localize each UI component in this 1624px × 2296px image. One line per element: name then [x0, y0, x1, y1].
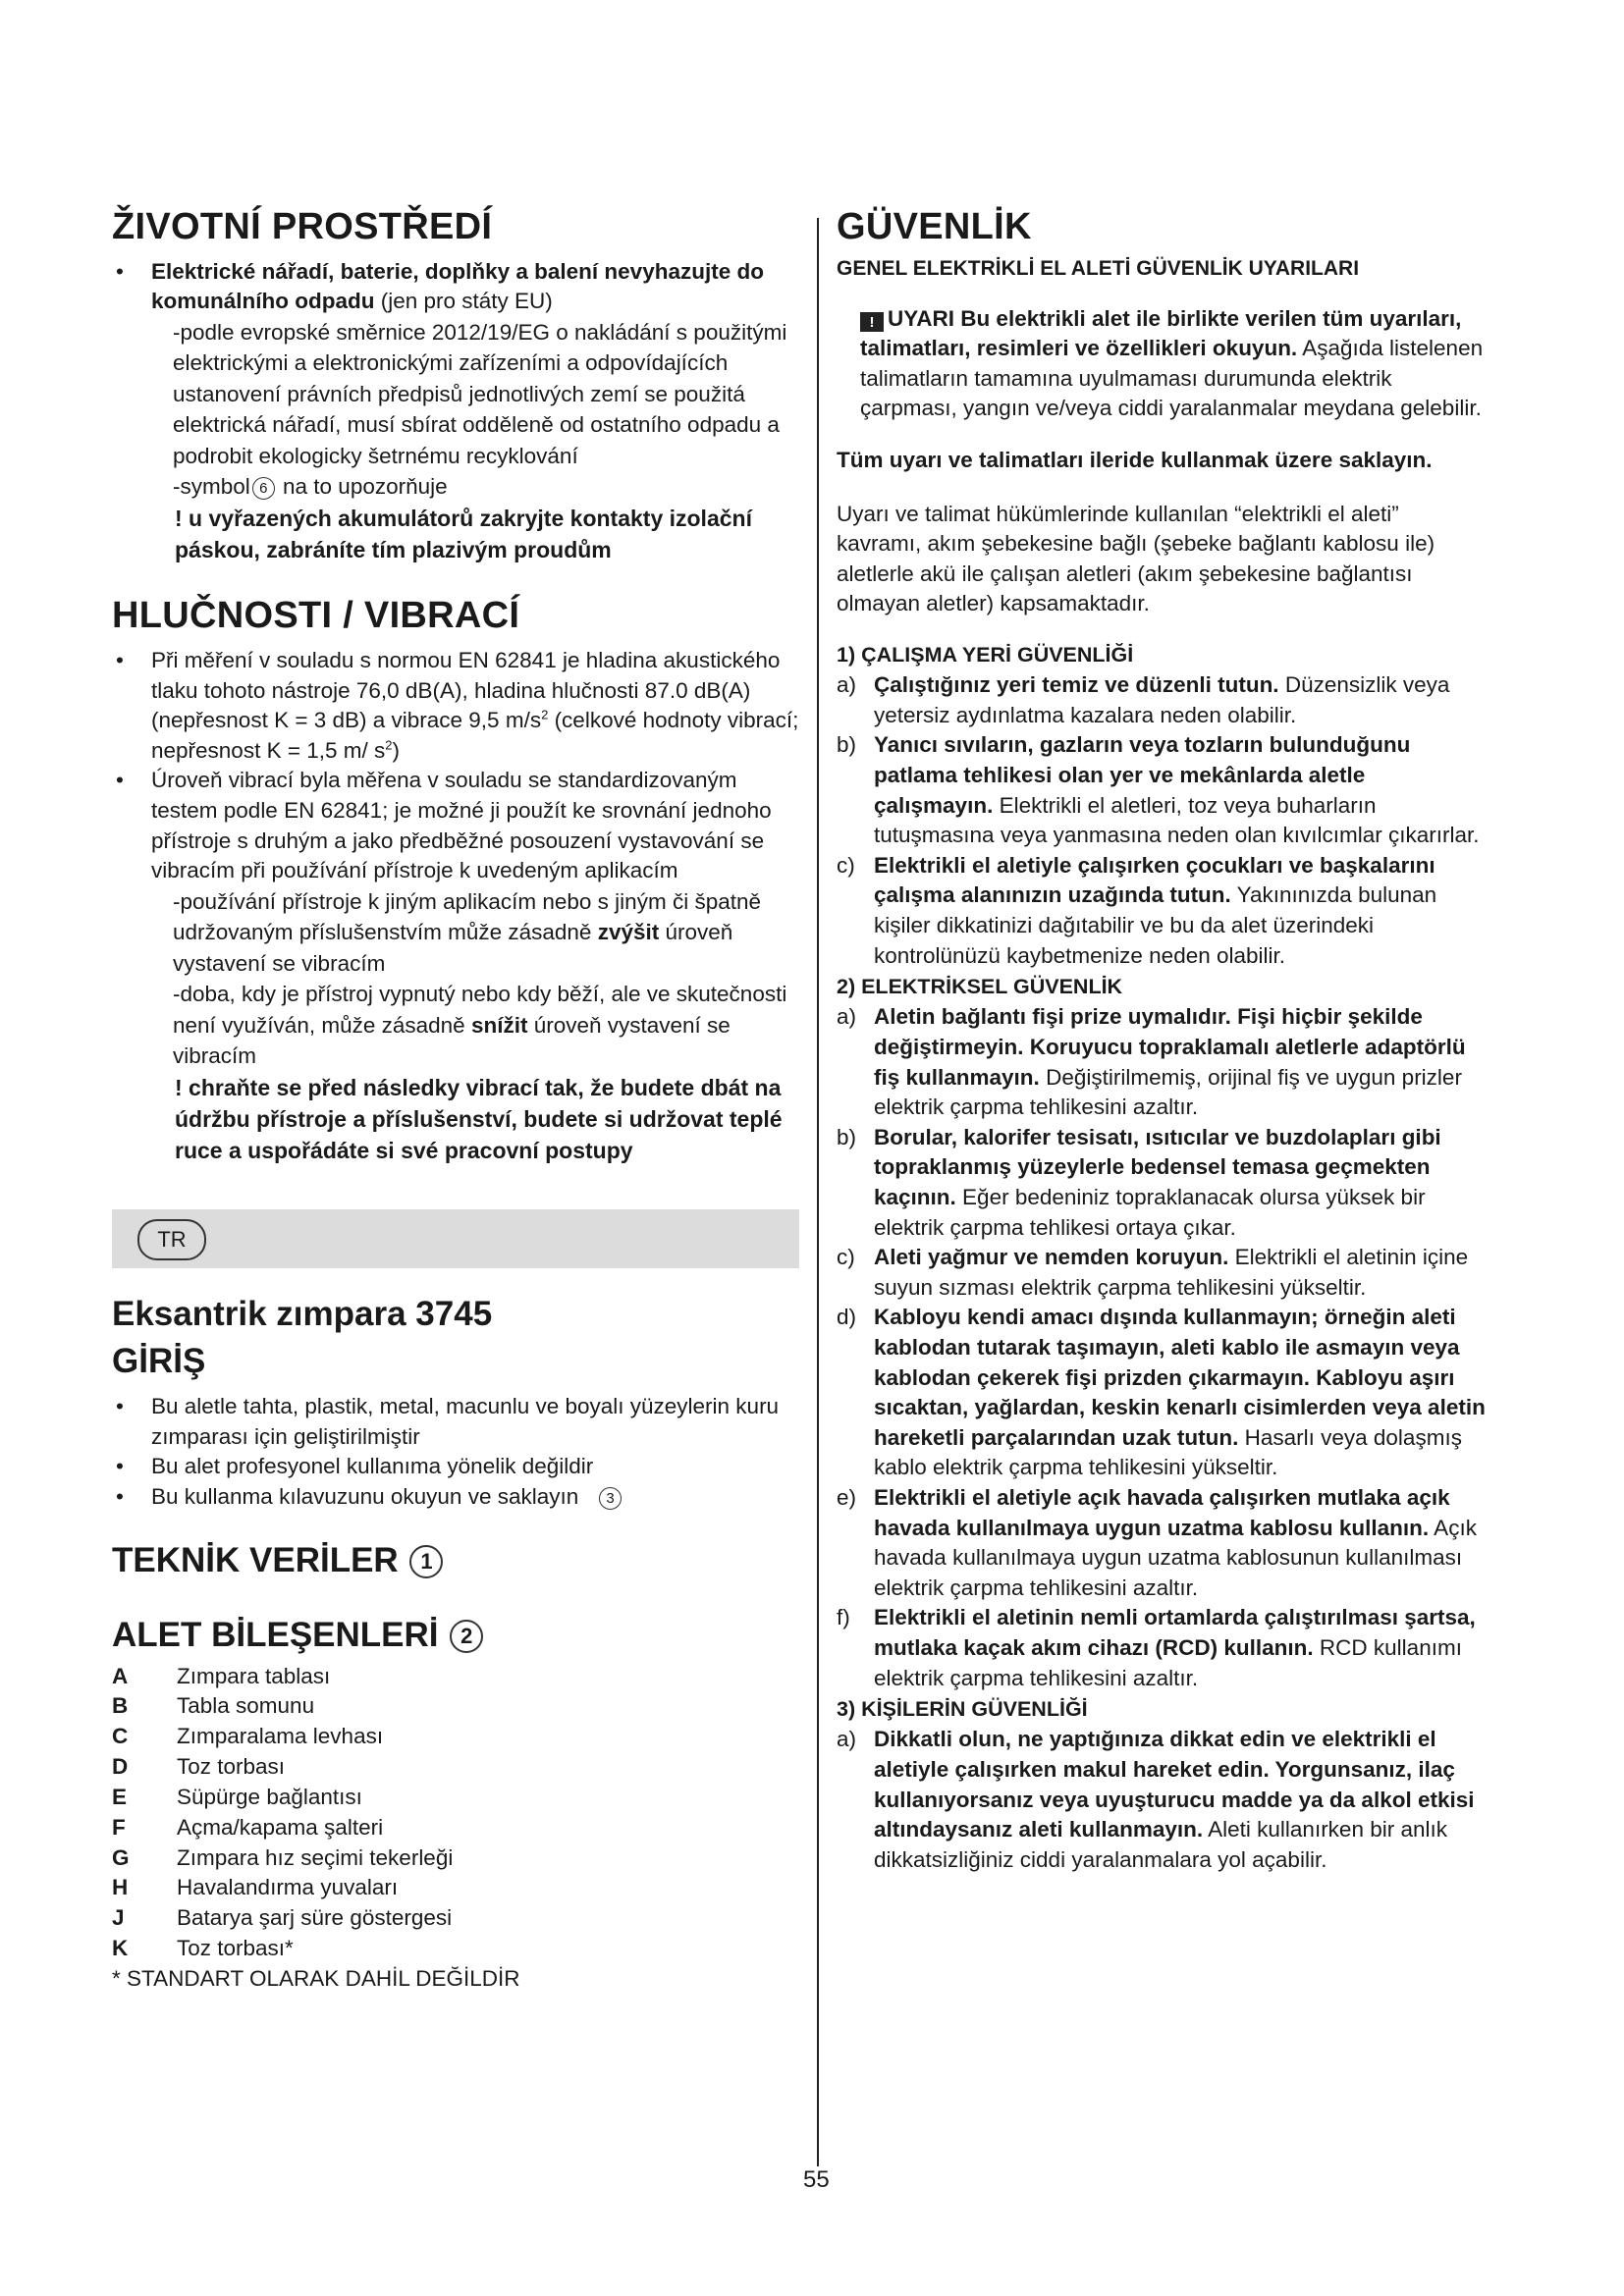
component-row [112, 1662, 799, 1692]
component-row [112, 1903, 799, 1934]
component-label: Toz torbası* [177, 1935, 294, 1960]
zivotni-bullet-rest: (jen pro státy EU) [374, 289, 553, 314]
hluc-sup1: 2 [541, 707, 549, 722]
item-letter: c) [837, 1245, 855, 1270]
item-letter: a) [837, 1727, 857, 1752]
item-rest: Yakınınızda bulunan kişiler dikkatinizi dağıtabilir ve bu da alet üzerindeki kontrolünüzü kaybetmenize neden olabilir. [874, 882, 1437, 968]
components-list [112, 1662, 799, 1964]
section-1-heading: 1) ÇALIŞMA YERİ GÜVENLİĞİ [837, 643, 1134, 667]
component-label: Havalandırma yuvaları [177, 1875, 399, 1900]
hluc-d1-bold: zvýšit [597, 920, 660, 945]
giris-heading: GİRİŞ [112, 1342, 206, 1381]
language-badge: TR [137, 1219, 206, 1260]
giris-ref-3: 3 [599, 1487, 622, 1510]
uyari-rest: Aşağıda listelenen talimatların tamamına uyulmaması durumunda elektrik çarpması, yangın ve/veya ciddi yaralanmalar meydana gelebilir. [860, 336, 1484, 421]
component-row [112, 1752, 799, 1783]
safety-item [837, 1483, 1489, 1603]
giris-list [112, 1392, 799, 1512]
hluc-d2-text: -doba, kdy je přístroj vypnutý nebo kdy běží, ale ve skutečnosti není využíván, může zásadně [173, 982, 787, 1038]
safety-item [837, 730, 1489, 850]
safety-item [837, 1123, 1489, 1243]
item-bold: Elektrikli el aletiyle çalışırken çocukları ve başkalarını çalışma alanınızın uzağında tutun. [874, 852, 1435, 908]
component-key: C [112, 1724, 129, 1749]
item-rest: Düzensizlik veya yetersiz aydınlatma kazalara neden olabilir. [874, 672, 1450, 727]
item-bold: Kabloyu kendi amacı dışında kullanmayın; örneğin aleti kablodan tutarak taşımayın, aleti kablo ile asmayın veya kablodan çekerek fişi prizden çıkarmayın. Kabloyu aşırı sıcaktan, yağlardan, keskin kenarlı cisimlerden veya aletin hareketli parçalarından uzak tutun. [874, 1305, 1486, 1450]
safety-item [837, 851, 1489, 971]
item-bold: Elektrikli el aletiyle açık havada çalışırken mutlaka açık havada kullanılmaya uygun uzatma kablosu kullanın. [874, 1484, 1450, 1540]
item-letter: f) [837, 1605, 850, 1630]
product-title: Eksantrik zımpara 3745 [112, 1295, 493, 1334]
item-rest: RCD kullanımı elektrik çarpma tehlikesini azaltır. [874, 1634, 1462, 1690]
language-band [112, 1209, 799, 1268]
section-1-list [837, 670, 1489, 971]
component-label: Batarya şarj süre göstergesi [177, 1905, 453, 1931]
zivotni-warning: ! u vyřazených akumulátorů zakryjte kontakty izolační páskou, zabráníte tím plazivým proudům [175, 505, 752, 563]
hluc-warning: ! chraňte se před následky vibrací tak, že budete dbát na údržbu přístroje a příslušenství, budete si udržovat teplé ruce a uspořádáte si své pracovní postupy [175, 1074, 783, 1164]
safety-item [837, 1303, 1489, 1483]
zivotni-bullet-bold: Elektrické nářadí, baterie, doplňky a balení nevyhazujte do komunálního odpadu [151, 258, 764, 314]
hluc-d1-text: -používání přístroje k jiným aplikacím nebo s jiným či špatně udržovaným příslušenstvím může zásadně [173, 888, 761, 945]
hluc-d1-text2: úroveň vystavení se vibracím [173, 920, 733, 976]
section-3-list [837, 1725, 1489, 1875]
item-bold: Borular, kalorifer tesisatı, ısıtıcılar ve buzdolapları gibi topraklanmış yüzeylerle bedensel temasa geçmekten kaçının. [874, 1124, 1441, 1210]
item-bold: Çalıştığınız yeri temiz ve düzenli tutun. [874, 672, 1279, 698]
hluc-b1-text: Při měření v souladu s normou EN 62841 je hladina akustického tlaku tohoto nástroje 76,0 dB(A), hladina hlučnosti 87.0 dB(A) (nepřesnost K = 3 dB) a vibrace 9,5 m/s [151, 647, 781, 733]
component-key: J [112, 1905, 125, 1931]
item-rest: Elektrikli el aletleri, toz veya buharların tutuşmasına veya yanmasına neden olan kıvılcımlar çıkarırlar. [874, 792, 1480, 848]
alet-heading [112, 1615, 799, 1656]
item-letter: b) [837, 1124, 857, 1149]
page-number: 55 [803, 2166, 830, 2193]
component-key: K [112, 1935, 129, 1960]
genel-heading: GENEL ELEKTRİKLİ EL ALETİ GÜVENLİK UYARILARI [837, 256, 1360, 280]
component-label: Zımpara hız seçimi tekerleği [177, 1844, 454, 1870]
hluc-b1-text3: ) [392, 737, 400, 763]
hluc-b1-text2: (celkové hodnoty vibrací; nepřesnost K = 1,5 m/ s [151, 708, 799, 763]
hluc-bullet-measurement [112, 646, 799, 766]
item-bold: Elektrikli el aletinin nemli ortamlarda çalıştırılması şartsa, mutlaka kaçak akım cihazı (RCD) kullanın. [874, 1605, 1476, 1660]
component-key: E [112, 1784, 128, 1809]
section-2-heading: 2) ELEKTRİKSEL GÜVENLİK [837, 975, 1123, 999]
item-letter: b) [837, 732, 857, 758]
hluc-d2-text2: úroveň vystavení se vibracím [173, 1012, 731, 1069]
uyari-paragraph [837, 304, 1489, 424]
item-rest: Eğer bedeniniz topraklanacak olursa yüksek bir elektrik çarpma tehlikesi ortaya çıkar. [874, 1185, 1426, 1240]
item-rest: Değiştirilmemiş, orijinal fiş ve uygun prizler elektrik çarpma tehlikesini azaltır. [874, 1064, 1462, 1120]
component-row [112, 1722, 799, 1752]
symbol-text: -symbol [173, 474, 250, 500]
component-label: Zımparalama levhası [177, 1724, 384, 1749]
item-letter: e) [837, 1484, 857, 1510]
hluc-dash-other-use [112, 886, 799, 980]
item-rest: Aleti kullanırken bir anlık dikkatsizliğiniz ciddi yaralanmalara yol açabilir. [874, 1817, 1447, 1872]
safety-item [837, 1603, 1489, 1693]
zivotni-heading: ŽIVOTNÍ PROSTŘEDÍ [112, 206, 493, 247]
component-row [112, 1783, 799, 1813]
warning-triangle-icon: ! [860, 312, 884, 332]
giris-item: • Bu alet profesyonel kullanıma yönelik değildir [112, 1452, 799, 1482]
right-column [837, 206, 1489, 1875]
hluc-list [112, 646, 799, 886]
component-key: G [112, 1844, 130, 1870]
component-key: F [112, 1814, 126, 1840]
component-label: Zımpara tablası [177, 1663, 331, 1688]
item-bold: Yanıcı sıvıların, gazların veya tozların bulunduğunu patlama tehlikesi olan yer ve mekânlarda aletle çalışmayın. [874, 732, 1411, 818]
item-rest: Açık havada kullanılmaya uygun uzatma kablosunun kullanılması elektrik çarpma tehlikesini azaltır. [874, 1515, 1477, 1600]
item-rest: Elektrikli el aletinin içine suyun sızması elektrik çarpma tehlikesini yükseltir. [874, 1245, 1469, 1300]
safety-item [837, 670, 1489, 730]
item-letter: d) [837, 1305, 857, 1330]
component-row [112, 1934, 799, 1964]
component-key: H [112, 1875, 129, 1900]
item-bold: Aletin bağlantı fişi prize uymalıdır. Fişi hiçbir şekilde değiştirmeyin. Koruyucu topraklamalı aletlerle adaptörlü fiş kullanmayın. [874, 1004, 1466, 1090]
giris-item: • Bu aletle tahta, plastik, metal, macunlu ve boyalı yüzeylerin kuru zımparası için geliştirilmiştir [112, 1392, 799, 1452]
hluc-heading: HLUČNOSTI / VIBRACÍ [112, 595, 520, 637]
teknik-ref-1: 1 [409, 1545, 443, 1578]
teknik-title-text: TEKNİK VERİLER [112, 1540, 399, 1579]
hluc-bullet-level: • Úroveň vibrací byla měřena v souladu se standardizovaným testem podle EN 62841; je možné ji použít ke srovnání jednoho přístroje s druhým a jako předběžné posouzení vystavování se vibracím při používání přístroje k uvedeným aplikacím [112, 766, 799, 885]
section-3-heading: 3) KİŞİLERİN GÜVENLİĞİ [837, 1697, 1088, 1722]
giris-item-text: Bu kullanma kılavuzunu okuyun ve saklayın [151, 1484, 579, 1510]
component-label: Süpürge bağlantısı [177, 1784, 362, 1809]
component-key: A [112, 1663, 129, 1688]
item-bold: Aleti yağmur ve nemden koruyun. [874, 1245, 1229, 1270]
kavram-paragraph: Uyarı ve talimat hükümlerinde kullanılan “elektrikli el aleti” kavramı, akım şebekesine bağlı (şebeke bağlantı kablosu ile) aletlerle akü ile çalışan aletleri (akım şebekesine bağlantısı olmayan aletler) kapsamaktadır. [837, 501, 1435, 616]
zivotni-list [112, 257, 799, 317]
giris-item [112, 1482, 799, 1513]
column-divider [817, 218, 819, 2166]
hluc-dash-idle [112, 979, 799, 1072]
alet-ref-2: 2 [450, 1620, 483, 1653]
symbol-text-end: na to upozorňuje [276, 474, 448, 500]
item-letter: a) [837, 1004, 857, 1030]
section-2-list [837, 1002, 1489, 1693]
component-key: D [112, 1754, 129, 1780]
component-label: Tabla somunu [177, 1693, 315, 1719]
component-row [112, 1843, 799, 1874]
symbol-ref-6: 6 [252, 477, 275, 500]
zivotni-bullet [112, 257, 799, 317]
component-row [112, 1873, 799, 1903]
guvenlik-heading: GÜVENLİK [837, 206, 1032, 247]
safety-item [837, 1725, 1489, 1875]
safety-item [837, 1002, 1489, 1122]
component-label: Toz torbası [177, 1754, 286, 1780]
item-bold: Dikkatli olun, ne yaptığınıza dikkat edin ve elektrikli el aletiyle çalışırken makul hareket edin. Yorgunsanız, ilaç kullanıyorsanız veya uyuşturucu madde ya da alkol etkisi altındaysanız aleti kullanmayın. [874, 1727, 1475, 1842]
component-row [112, 1691, 799, 1722]
component-row [112, 1813, 799, 1843]
teknik-heading [112, 1540, 799, 1581]
safety-item [837, 1243, 1489, 1303]
uyari-bold: UYARI Bu elektrikli alet ile birlikte verilen tüm uyarıları, talimatları, resimleri ve özellikleri okuyun. [860, 305, 1462, 361]
zivotni-dash-symbol [112, 471, 799, 503]
hluc-sup2: 2 [385, 737, 393, 753]
component-label: Açma/kapama şalteri [177, 1814, 384, 1840]
component-key: B [112, 1693, 129, 1719]
hluc-d2-bold: snížit [470, 1012, 528, 1038]
item-letter: a) [837, 672, 857, 698]
saklayin-paragraph: Tüm uyarı ve talimatları ileride kullanmak üzere saklayın. [837, 448, 1433, 473]
item-letter: c) [837, 852, 855, 878]
zivotni-dash-directive: -podle evropské směrnice 2012/19/EG o nakládání s použitými elektrickými a elektronickými zařízeními a odpovídajících ustanovení právních předpisů jednotlivých zemí se použitá elektrická nářadí, musí sbírat odděleně od ostatního odpadu a podrobit ekologicky šetrnému recyklování [173, 319, 787, 468]
standard-note: * STANDART OLARAK DAHİL DEĞİLDİR [112, 1965, 520, 1991]
left-column [112, 206, 799, 1994]
alet-title-text: ALET BİLEŞENLERİ [112, 1615, 439, 1654]
item-rest: Hasarlı veya dolaşmış kablo elektrik çarpma tehlikesini yükseltir. [874, 1424, 1462, 1480]
